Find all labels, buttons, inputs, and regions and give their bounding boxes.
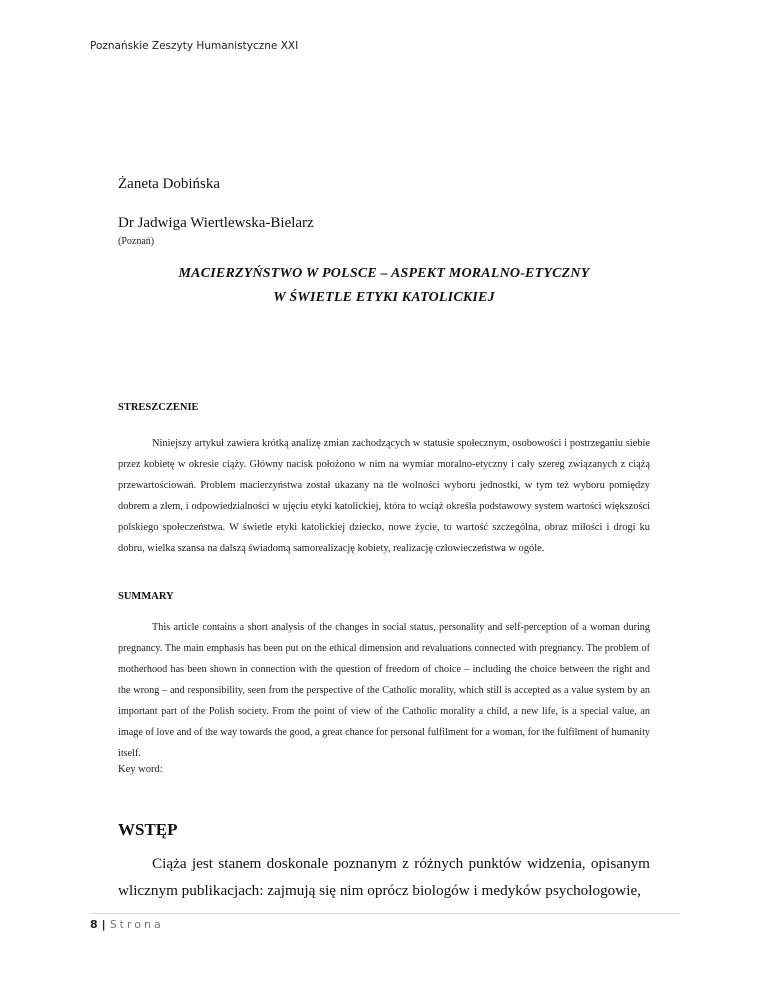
author-city: (Poznań)	[118, 236, 155, 247]
streszczenie-heading: STRESZCZENIE	[118, 402, 199, 413]
summary-heading: SUMMARY	[118, 591, 174, 602]
running-header: Poznańskie Zeszyty Humanistyczne XXI	[90, 40, 299, 52]
page-word: Strona	[109, 918, 164, 931]
article-title-line-1: MACIERZYŃSTWO W POLSCE – ASPEKT MORALNO-ETYCZNY	[178, 266, 590, 281]
wstep-paragraph: Ciąża jest stanem doskonale poznanym z różnych punktów widzenia, opisanym wlicznym publikacjach: zajmują się nim oprócz biologów i medyków psychologowie,	[118, 855, 650, 899]
footer-divider	[90, 913, 680, 914]
keyword-label: Key word:	[118, 764, 163, 775]
wstep-heading: WSTĘP	[118, 820, 178, 839]
author-name-2: Dr Jadwiga Wiertlewska-Bielarz	[118, 215, 314, 231]
page-number: 8	[90, 918, 98, 931]
summary-section	[118, 617, 650, 764]
streszczenie-section	[118, 433, 650, 559]
footer-separator: |	[101, 918, 106, 931]
article-title-line-2: W ŚWIETLE ETYKI KATOLICKIEJ	[273, 290, 495, 305]
summary-paragraph: This article contains a short analysis of the changes in social status, personality and self-perception of a woman during pregnancy. The main emphasis has been put on the ethical dimension and revaluations connected with pregnancy. The problem of motherhood has been shown in connection with the question of freedom of choice – including the choice between the right and the wrong – and responsibility, seen from the perspective of the Catholic morality, which still is accepted as a value system by an important part of the Polish society. From the point of view of the Catholic morality a child, a new life, is a special value, an image of love and of the way towards the good, a great chance for personal fulfilment for a woman, for the fulfilment of humanity itself.	[118, 622, 650, 759]
streszczenie-paragraph: Niniejszy artykuł zawiera krótką analizę zmian zachodzących w statusie społecznym, osobowości i postrzeganiu siebie przez kobietę w okresie ciąży. Główny nacisk położono w nim na wymiar moralno-etyczny i cały szereg związanych z ciążą przewartościowań. Problem macierzyństwa został ukazany na tle wolności wyboru jednostki, w tym też wyboru pomiędzy dobrem a złem, i odpowiedzialności w ujęciu etyki katolickiej, która to wciąż określa podstawowy system wartości większości polskiego społeczeństwa. W świetle etyki katolickiej dziecko, nowe życie, to wartość szczególna, obraz miłości i drogi ku dobru, wielka szansa na dalszą świadomą samorealizację kobiety, realizację człowieczeństwa w ogóle.	[118, 438, 650, 554]
page-footer	[90, 918, 164, 931]
wstep-section	[118, 850, 650, 904]
author-name-1: Żaneta Dobińska	[118, 176, 221, 192]
